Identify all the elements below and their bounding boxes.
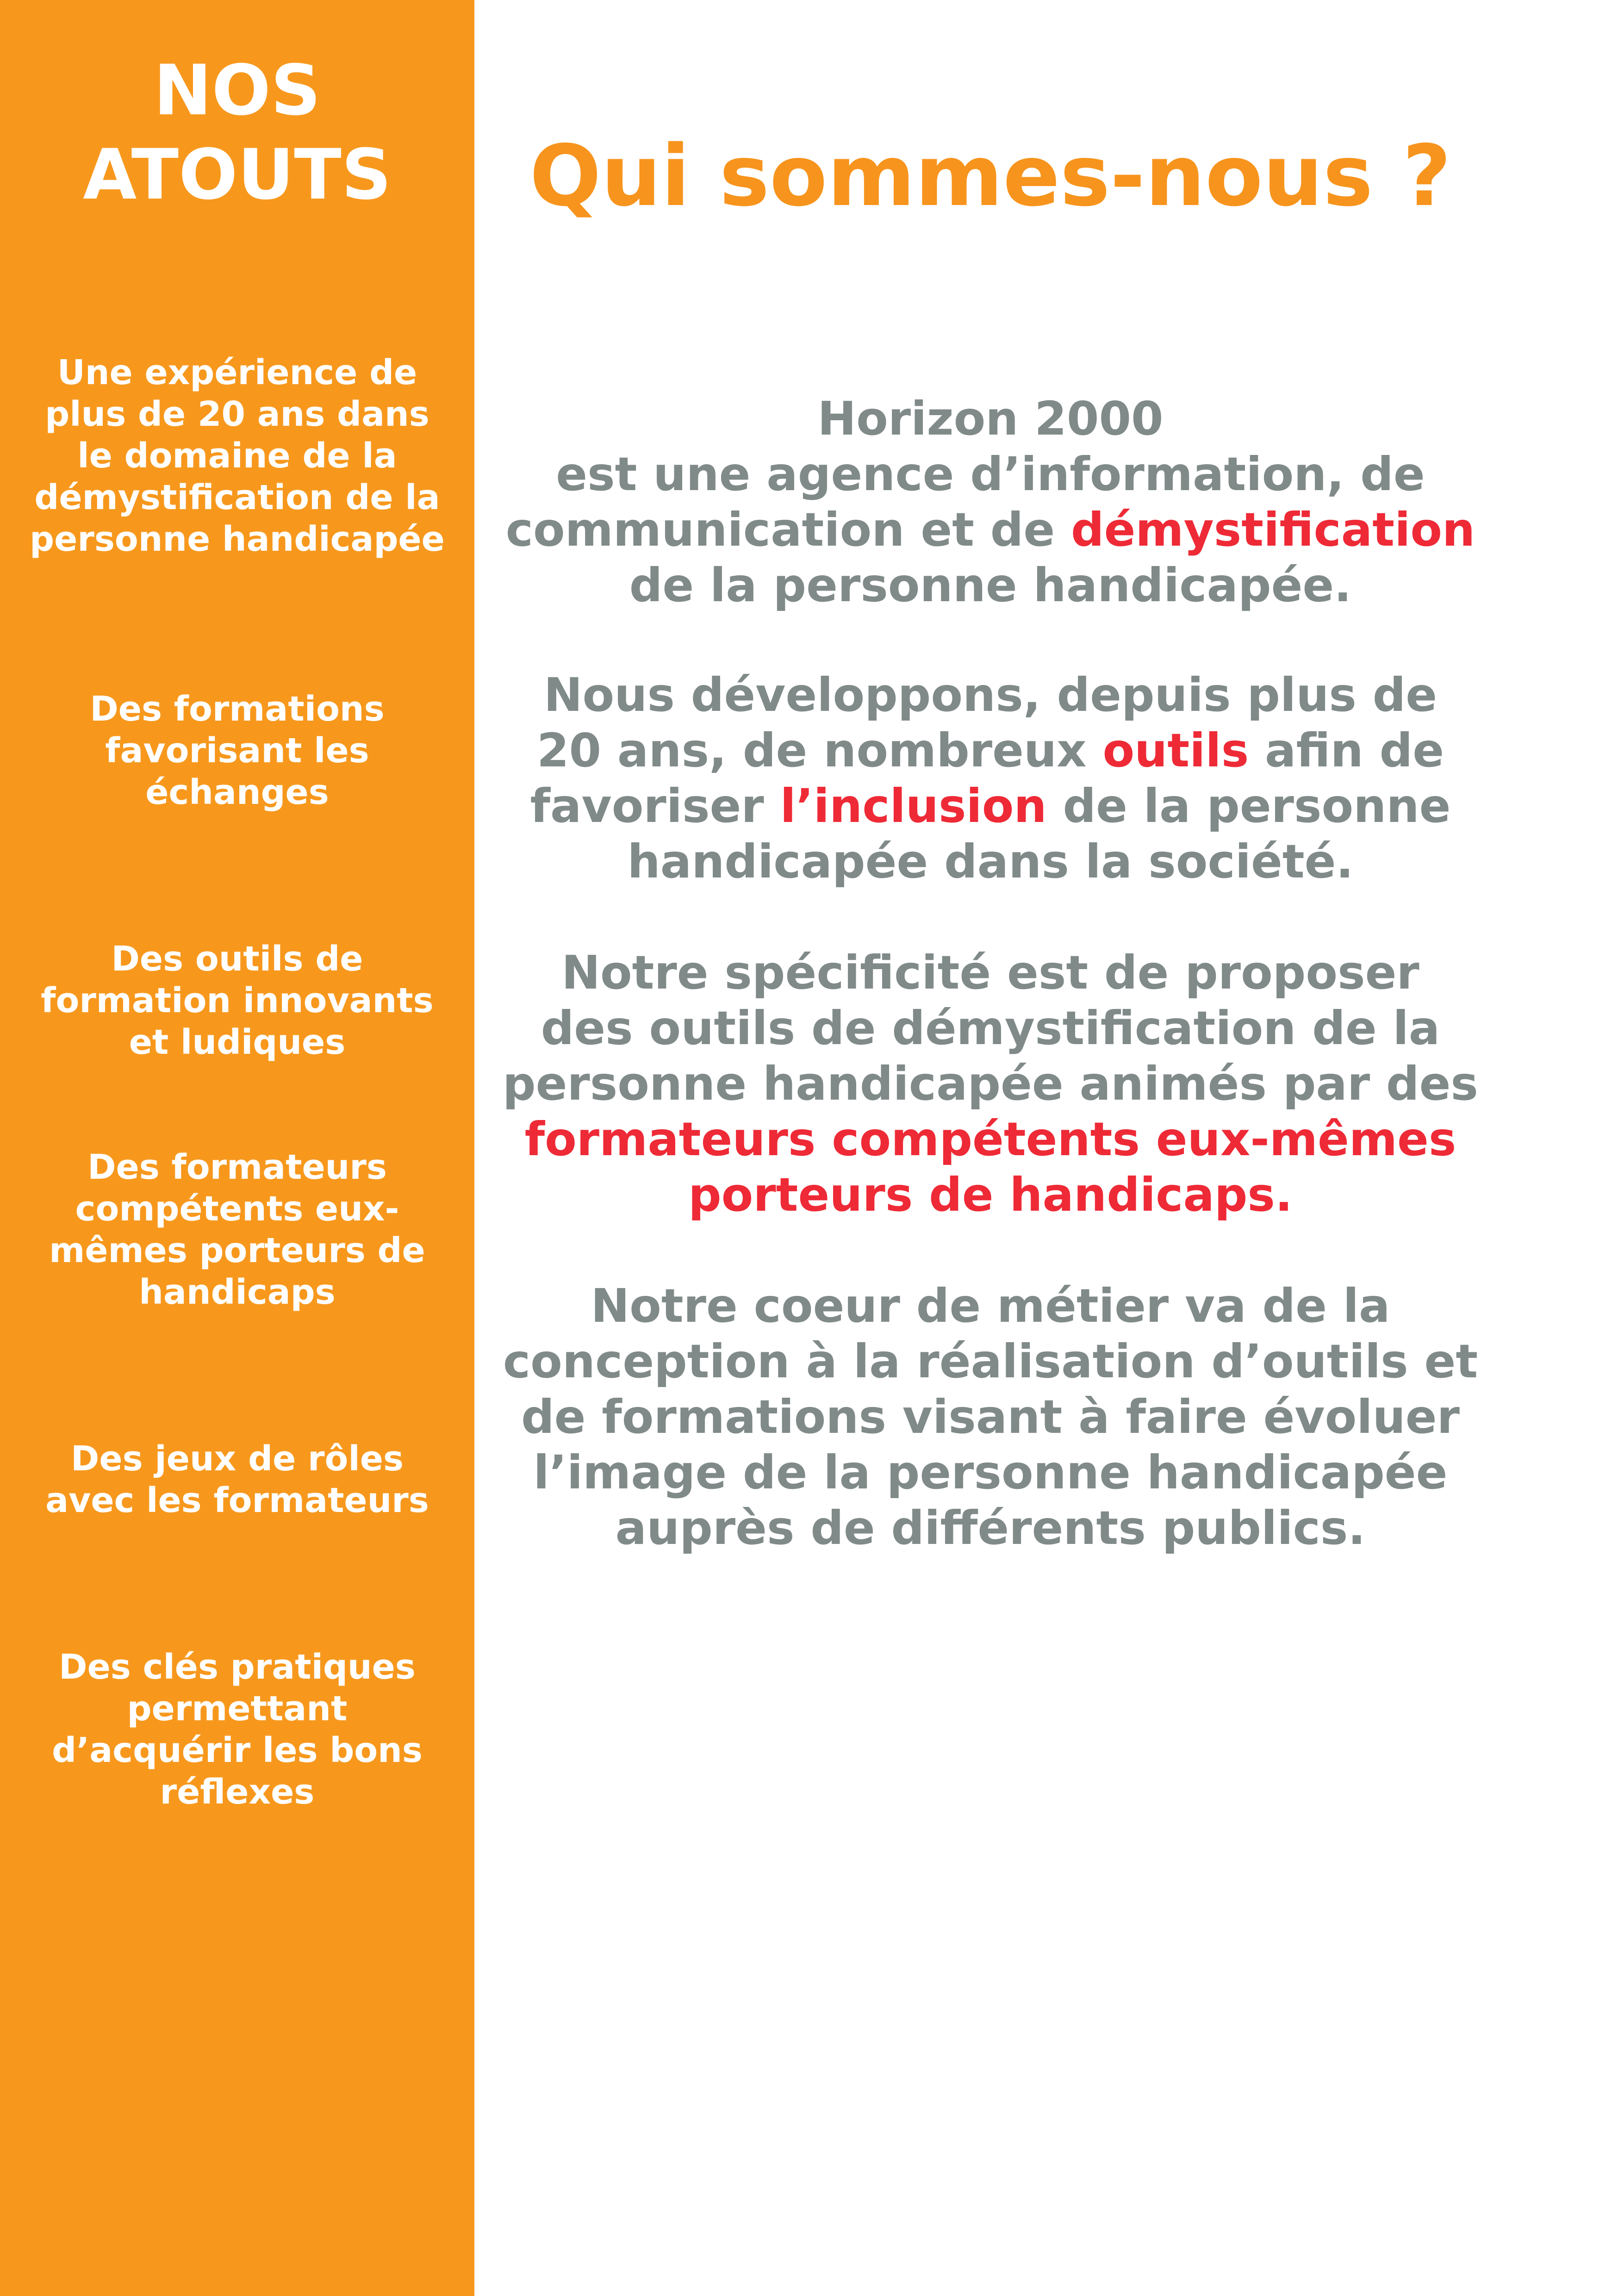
- p1-line-3-text: communication et de: [505, 503, 1071, 557]
- p2-line-1: Nous développons, depuis plus de: [543, 668, 1438, 722]
- p2-line-3-text-a: favoriser: [530, 779, 780, 833]
- p1-line-2: est une agence d’information, de: [556, 447, 1425, 501]
- paragraph-developpement: [481, 667, 1500, 890]
- atout-formateurs: Des formateurs compétents eux- mêmes porteurs de handicaps: [49, 1147, 425, 1312]
- p4-line-4: l’image de la personne handicapée: [533, 1445, 1448, 1500]
- paragraph-specificite: [481, 945, 1500, 1223]
- p2-line-2-text-a: 20 ans, de nombreux: [536, 723, 1103, 778]
- p2-line-2: [481, 723, 1500, 778]
- p3-line-2: des outils de démystification de la: [541, 1001, 1440, 1055]
- sidebar-title: [0, 49, 474, 217]
- page-title: Qui sommes-nous ?: [529, 127, 1451, 225]
- highlight-demystification: démystification: [1071, 503, 1475, 557]
- sidebar-title-line-2: ATOUTS: [83, 135, 392, 215]
- p4-line-1: Notre coeur de métier va de la: [591, 1279, 1390, 1333]
- paragraph-horizon-2000: [481, 391, 1500, 613]
- p1-line-1: Horizon 2000: [817, 392, 1164, 446]
- highlight-inclusion: l’inclusion: [780, 779, 1047, 833]
- p3-line-3: personne handicapée animés par des: [503, 1057, 1478, 1111]
- atout-jeux-de-roles: Des jeux de rôles avec les formateurs: [45, 1439, 429, 1520]
- paragraph-coeur-de-metier: [481, 1278, 1500, 1556]
- p1-line-3: [481, 502, 1500, 558]
- sidebar-title-line-1: NOS: [153, 50, 321, 131]
- p1-line-4: de la personne handicapée.: [629, 558, 1352, 612]
- sidebar-nos-atouts: [0, 0, 474, 2296]
- p4-line-5: auprès de différents publics.: [615, 1501, 1366, 1555]
- p2-line-2-text-c: afin de: [1249, 723, 1444, 778]
- atout-outils: Des outils de formation innovants et ludiques: [41, 939, 434, 1062]
- p2-line-3-text-c: de la personne: [1046, 779, 1451, 833]
- highlight-formateurs-line-2: porteurs de handicaps.: [688, 1168, 1293, 1222]
- p4-line-2: conception à la réalisation d’outils et: [503, 1334, 1478, 1388]
- p4-line-3: de formations visant à faire évoluer: [521, 1390, 1460, 1444]
- p2-line-3: [481, 778, 1500, 834]
- p3-line-1: Notre spécificité est de proposer: [561, 946, 1419, 1000]
- atout-cles-pratiques: Des clés pratiques permettant d’acquérir les bons réflexes: [52, 1647, 423, 1812]
- highlight-formateurs-line-1: formateurs compétents eux-mêmes: [524, 1112, 1456, 1166]
- p2-line-4: handicapée dans la société.: [627, 834, 1354, 889]
- atout-formations: Des formations favorisant les échanges: [90, 689, 385, 812]
- atout-experience: Une expérience de plus de 20 ans dans le domaine de la démystification de la personne handicapée: [30, 353, 445, 559]
- highlight-outils: outils: [1102, 723, 1249, 778]
